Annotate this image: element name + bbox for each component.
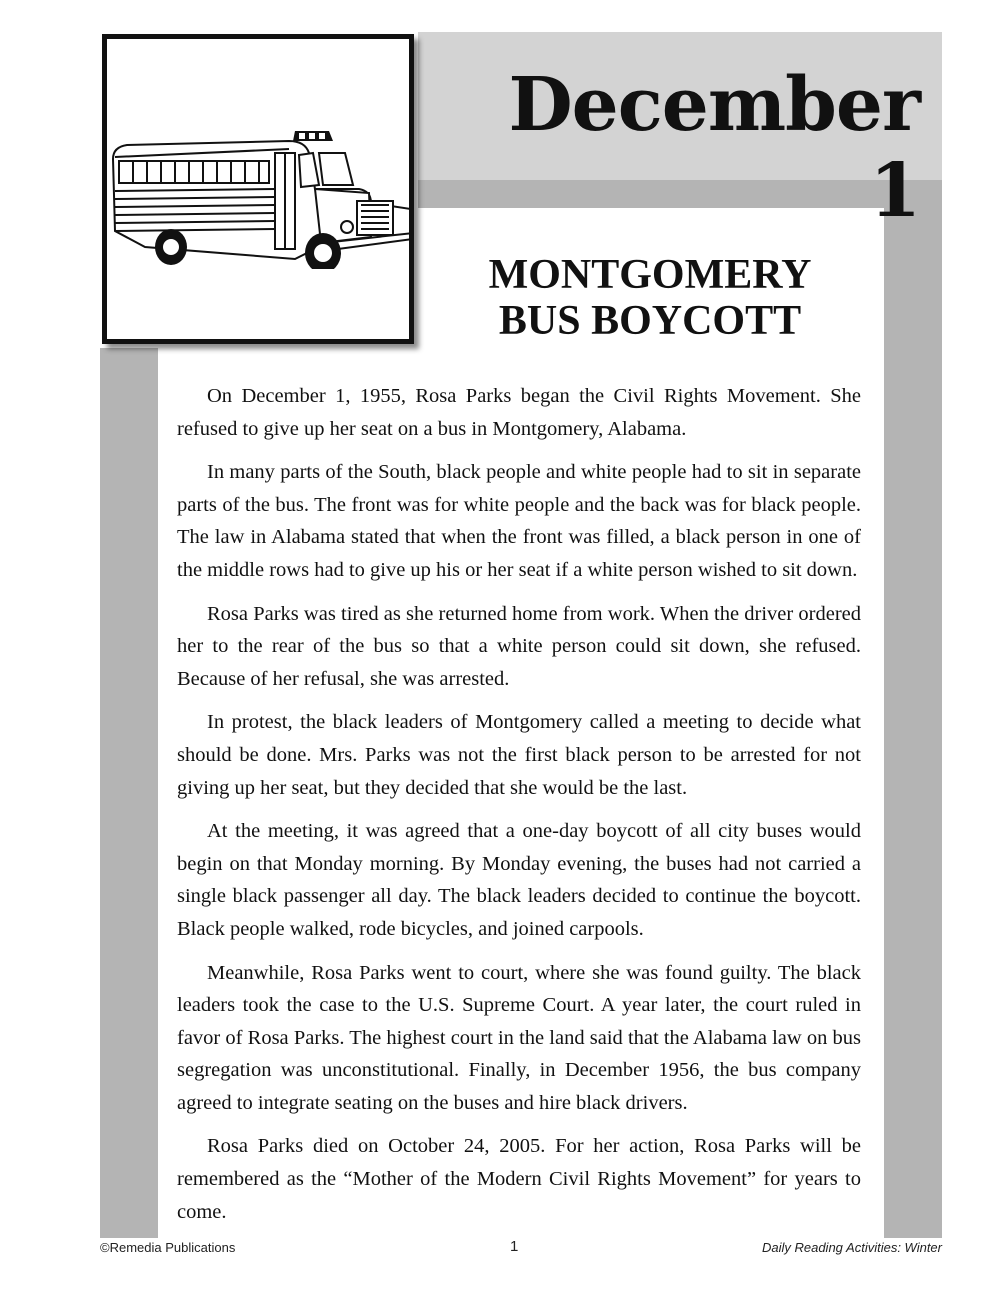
article-paragraph: Rosa Parks was tired as she returned home from work. When the driver ordered her to the rear of the bus so that a white person could sit down, she refused. Because of her refusal, she was arrested. — [177, 602, 861, 690]
illustration-box — [102, 34, 414, 344]
article-body — [177, 380, 861, 1239]
article-paragraph: Rosa Parks died on October 24, 2005. For her action, Rosa Parks will be remembered as the “Mother of the Modern Civil Rights Movement” for years to come. — [177, 1135, 861, 1223]
frame-left-strip — [100, 348, 158, 1238]
article-paragraph: In protest, the black leaders of Montgomery called a meeting to decide what should be done. Mrs. Parks was not the first black person to be arrested for not giving up her seat, but they decided that she would be the last. — [177, 711, 861, 799]
article-title — [440, 252, 860, 344]
footer-page-number: 1 — [510, 1238, 519, 1255]
article-paragraph: Meanwhile, Rosa Parks went to court, where she was found guilty. The black leaders took the case to the U.S. Supreme Court. A year later, the court ruled in favor of Rosa Parks. The highest court in the land said that the Alabama law on bus segregation was unconstitutional. Finally, in December 1956, the bus company agreed to integrate seating on the buses and hire black drivers. — [177, 961, 861, 1114]
school-bus-icon — [109, 119, 409, 269]
footer-publisher: ©Remedia Publications — [100, 1240, 236, 1255]
article-title-line2: BUS BOYCOTT — [498, 298, 802, 344]
article-paragraph: At the meeting, it was agreed that a one-day boycott of all city buses would begin on that Monday morning. By Monday evening, the buses had not carried a single black passenger all day. The black leaders decided to continue the boycott. Black people walked, rode bicycles, and joined carpools. — [177, 820, 861, 940]
frame-right-strip — [884, 208, 942, 1238]
page-date-title: December 1 — [508, 62, 920, 234]
footer-series-title: Daily Reading Activities: Winter — [761, 1240, 942, 1255]
article-paragraph: In many parts of the South, black people and white people had to sit in separate parts of the bus. The front was for white people and the back was for black people. The law in Alabama stated that when the front was filled, a black person in one of the middle rows had to give up his or her seat if a white person wished to sit down. — [177, 461, 861, 581]
article-title-line1: MONTGOMERY — [488, 252, 812, 298]
article-paragraph: On December 1, 1955, Rosa Parks began the Civil Rights Movement. She refused to give up her seat on a bus in Montgomery, Alabama. — [177, 385, 861, 440]
